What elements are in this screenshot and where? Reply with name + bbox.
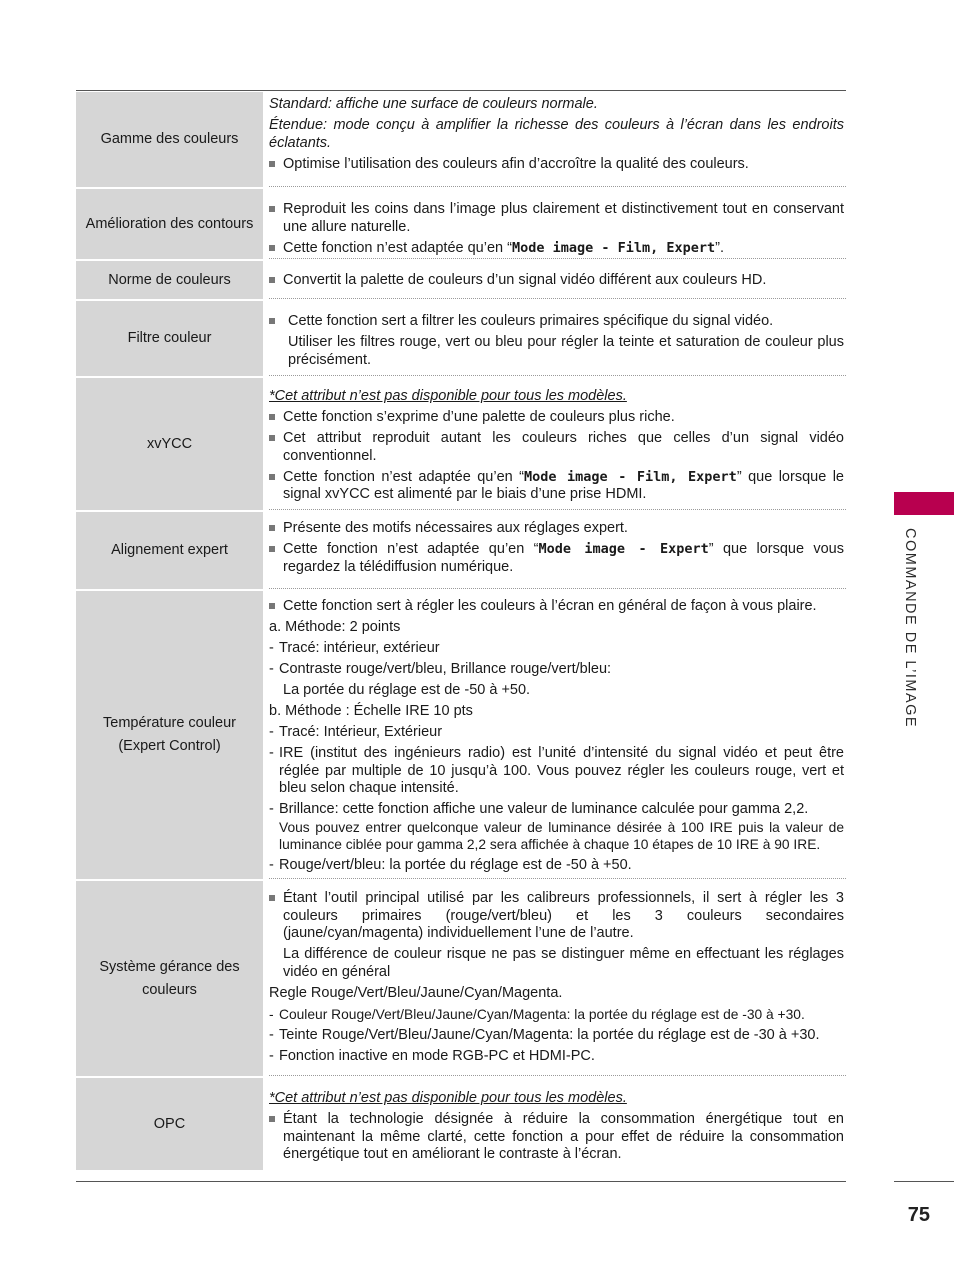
row-label: Amélioration des contours: [76, 189, 263, 259]
row-label: Alignement expert: [76, 512, 263, 589]
row-label: Filtre couleur: [76, 301, 263, 376]
section-tab-marker: [894, 492, 954, 515]
table-row: [76, 189, 846, 259]
row-description: Reproduit les coins dans l’image plus clairement et distinctivement tout en conservant une allure naturelle. Cette fonction n’est adaptée qu’en “Mode image - Film, Expert”.: [269, 189, 846, 259]
row-label: OPC: [76, 1078, 263, 1170]
settings-table: [76, 92, 846, 1170]
row-description: Présente des motifs nécessaires aux réglages expert. Cette fonction n’est adaptée qu’en “Mode image - Expert” que lorsque vous regardez la télédiffusion numérique.: [269, 512, 846, 589]
row-label: Gamme des couleurs: [76, 92, 263, 187]
table-row: [76, 92, 846, 187]
top-rule: [76, 90, 846, 91]
row-label: Norme de couleurs: [76, 261, 263, 299]
row-description: Standard: affiche une surface de couleurs normale. Étendue: mode conçu à amplifier la richesse des couleurs à l’écran dans les endroits éclatants. Optimise l’utilisation des couleurs afin d’accroître la qualité des couleurs.: [269, 92, 846, 187]
page-number: 75: [907, 1204, 930, 1226]
table-row: [76, 378, 846, 510]
row-label: xvYCC: [76, 378, 263, 510]
row-label: Température couleur (Expert Control): [76, 591, 263, 879]
bottom-rule: [76, 1181, 846, 1182]
table-row: [76, 881, 846, 1076]
row-description: Cette fonction sert à régler les couleurs à l’écran en général de façon à vous plaire. a. Méthode: 2 points - Tracé: intérieur, extérieur - Contraste rouge/vert/bleu, Brillance rouge/vert/bleu: La portée du réglage est de -50 à +50. b. Méthode : Échelle IRE 10 pts - Tracé: Intérieur, Extérieur - IRE (institut des ingénieurs radio) est l’unité d’intensité du signal vidéo et peut être réglée par multiple de 10 jusqu’à 100. Vous pouvez régler les couleurs rouge, vert et bleu selon chaque intensité. - Brillance: cette fonction affiche une valeur de luminance calculée pour gamma 2,2. Vous pouvez entrer quelconque valeur de luminance désirée à 100 IRE puis la valeur de luminance ciblée pour gamma 2,2 sera affichée à chaque 10 étapes de 10 IRE à 90 IRE. - Rouge/vert/bleu: la portée du réglage est de -50 à +50.: [269, 591, 846, 879]
table-row: [76, 301, 846, 376]
row-description: *Cet attribut n’est pas disponible pour tous les modèles. Cette fonction s’exprime d’une palette de couleurs plus riche. Cet attribut reproduit autant les couleurs riches que celles d’un signal vidéo conventionnel. Cette fonction n’est adaptée qu’en “Mode image - Film, Expert” que lorsque le signal xvYCC est alimenté par le biais d’une prise HDMI.: [269, 378, 846, 510]
row-description: Cette fonction sert a filtrer les couleurs primaires spécifique du signal vidéo. Utiliser les filtres rouge, vert ou bleu pour régler la teinte et saturation de couleur plus précisément.: [269, 301, 846, 376]
row-description: Convertit la palette de couleurs d’un signal vidéo différent aux couleurs HD.: [269, 261, 846, 299]
page-number-rule: [894, 1181, 954, 1182]
table-row: [76, 512, 846, 589]
table-row: [76, 1078, 846, 1170]
table-row: [76, 591, 846, 879]
row-description: Étant l’outil principal utilisé par les calibreurs professionnels, il sert à régler les 3 couleurs primaires (rouge/vert/bleu) et les 3 couleurs secondaires (jaune/cyan/magenta) individuellement l’une de l’autre. La différence de couleur risque ne pas se distinguer même en effectuant les réglages vidéo en général Regle Rouge/Vert/Bleu/Jaune/Cyan/Magenta. - Couleur Rouge/Vert/Bleu/Jaune/Cyan/Magenta: la portée du réglage est de -30 à +30. - Teinte Rouge/Vert/Bleu/Jaune/Cyan/Magenta: la portée du réglage est de -30 à +30. - Fonction inactive en mode RGB-PC et HDMI-PC.: [269, 881, 846, 1076]
table-row: [76, 261, 846, 299]
row-description: *Cet attribut n’est pas disponible pour tous les modèles. Étant la technologie désignée à réduire la consommation énergétique tout en maintenant la même clarté, cette fonction a pour effet de réduire la consommation énergétique tout en améliorant le contraste à l’écran.: [269, 1090, 844, 1162]
section-side-label: COMMANDE DE L’IMAGE: [902, 528, 918, 729]
row-label: Système gérance des couleurs: [76, 881, 263, 1076]
